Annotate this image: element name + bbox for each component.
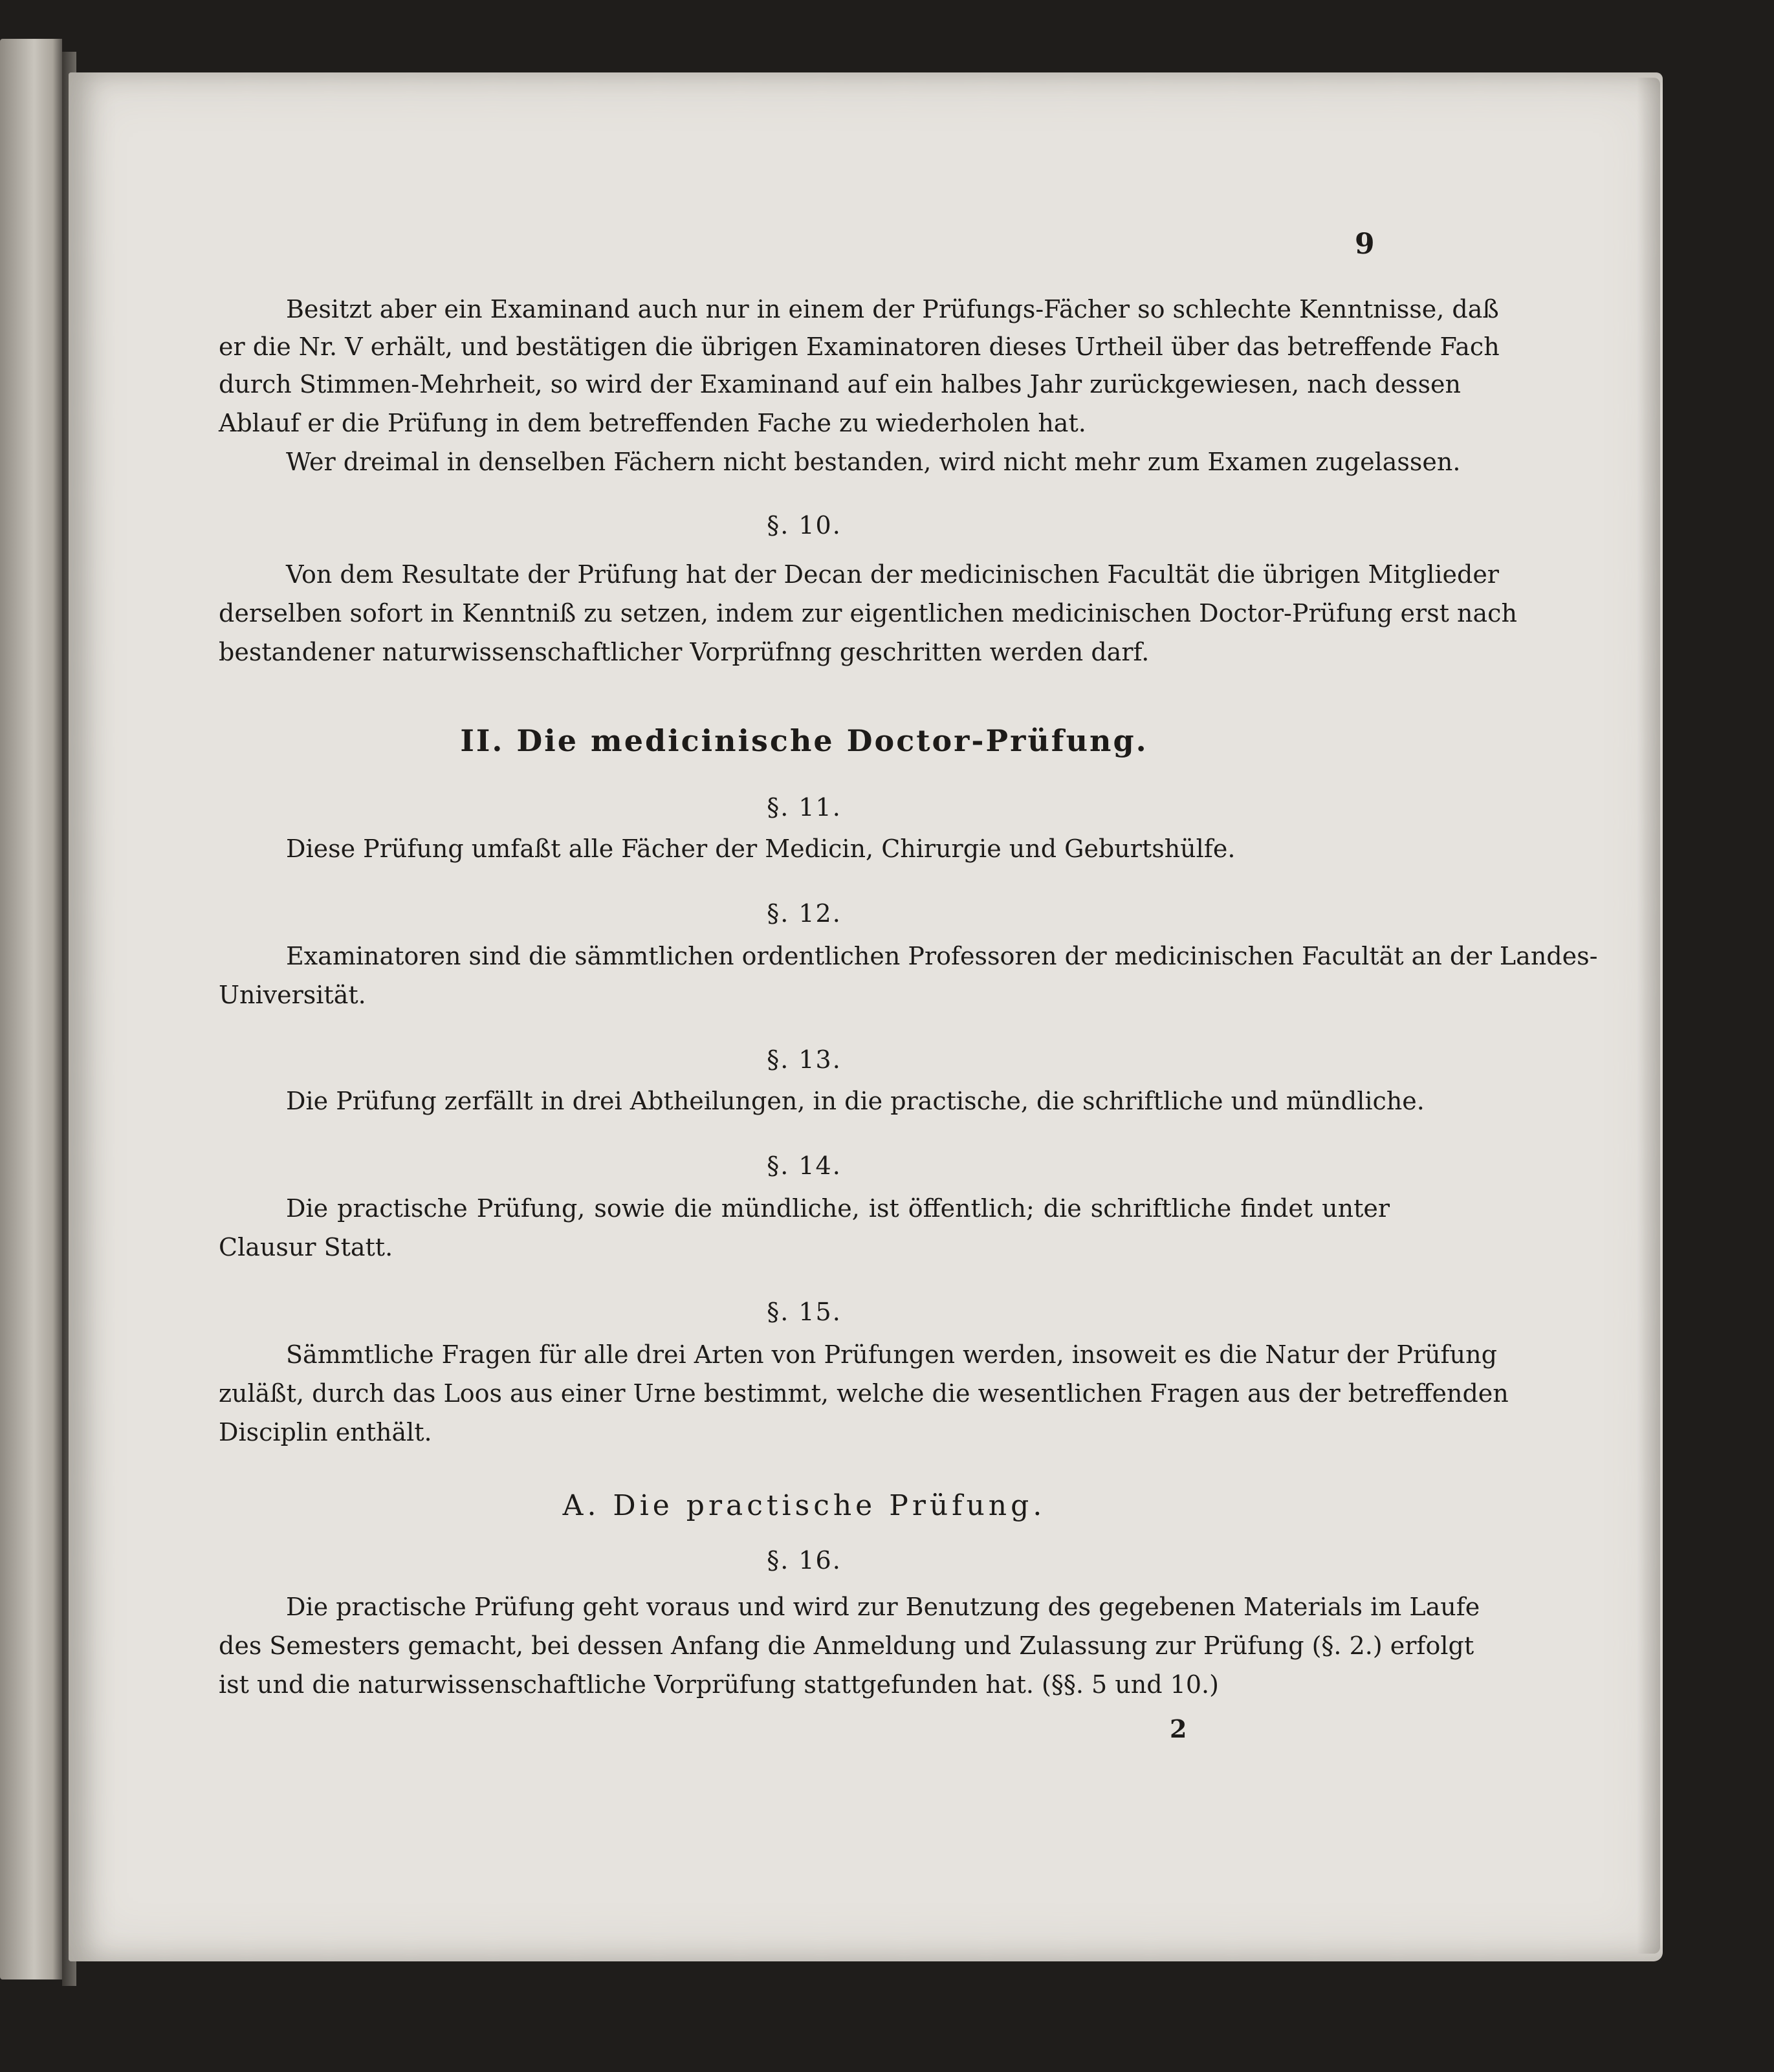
section-mark-11: §. 11. xyxy=(767,793,842,822)
text-line: Diese Prüfung umfaßt alle Fächer der Medicin, Chirurgie und Geburtshülfe. xyxy=(286,834,1236,863)
section-mark-12: §. 12. xyxy=(767,899,842,928)
text-line: zuläßt, durch das Loos aus einer Urne bestimmt, welche die wesentlichen Fragen aus der betreffenden xyxy=(219,1379,1509,1408)
text-line: Wer dreimal in denselben Fächern nicht bestanden, wird nicht mehr zum Examen zugelassen. xyxy=(286,448,1461,476)
text-line: er die Nr. V erhält, und bestätigen die übrigen Examinatoren dieses Urtheil über das betreffende Fach xyxy=(219,333,1500,361)
text-line: bestandener naturwissenschaftlicher Vorprüfnng geschritten werden darf. xyxy=(219,638,1150,666)
signature-mark: 2 xyxy=(1170,1714,1187,1743)
text-line: derselben sofort in Kenntniß zu setzen, indem zur eigentlichen medicinischen Doctor-Prüfung erst nach xyxy=(219,599,1517,627)
text-line: Besitzt aber ein Examinand auch nur in einem der Prüfungs-Fächer so schlechte Kenntnisse, daß xyxy=(286,295,1499,323)
previous-page-edge xyxy=(0,39,62,1979)
section-mark-14: §. 14. xyxy=(767,1151,842,1180)
text-line: Die practische Prüfung geht voraus und wird zur Benutzung des gegebenen Materials im Laufe xyxy=(286,1593,1480,1621)
text-line: Die practische Prüfung, sowie die mündliche, ist öffentlich; die schriftliche findet unter xyxy=(286,1194,1390,1223)
text-line: durch Stimmen-Mehrheit, so wird der Examinand auf ein halbes Jahr zurückgewiesen, nach dessen xyxy=(219,370,1462,398)
text-line: Ablauf er die Prüfung in dem betreffenden Fache zu wiederholen hat. xyxy=(219,409,1086,437)
subsection-heading-a: A. Die practische Prüfung. xyxy=(562,1489,1046,1522)
page-right-edge xyxy=(1637,78,1660,1954)
text-line: Von dem Resultate der Prüfung hat der Decan der medicinischen Facultät die übrigen Mitglieder xyxy=(286,560,1499,589)
text-line: Disciplin enthält. xyxy=(219,1418,432,1446)
section-mark-10: §. 10. xyxy=(767,511,842,540)
section-mark-16: §. 16. xyxy=(767,1546,842,1575)
text-line: Universität. xyxy=(219,981,366,1009)
text-line: ist und die naturwissenschaftliche Vorprüfung stattgefunden hat. (§§. 5 und 10.) xyxy=(219,1670,1219,1699)
section-mark-13: §. 13. xyxy=(767,1045,842,1074)
text-line: des Semesters gemacht, bei dessen Anfang die Anmeldung und Zulassung zur Prüfung (§. 2.) erfolgt xyxy=(219,1631,1474,1660)
text-line: Die Prüfung zerfällt in drei Abtheilungen, in die practische, die schriftliche und mündliche. xyxy=(286,1087,1425,1115)
section-mark-15: §. 15. xyxy=(767,1298,842,1326)
text-line: Sämmtliche Fragen für alle drei Arten von Prüfungen werden, insoweit es die Natur der Prüfung xyxy=(286,1340,1497,1369)
text-line: Clausur Statt. xyxy=(219,1233,393,1261)
text-line: Examinatoren sind die sämmtlichen ordentlichen Professoren der medicinischen Facultät an der Landes- xyxy=(286,942,1598,970)
part-heading-ii: II. Die medicinische Doctor-Prüfung. xyxy=(460,723,1148,758)
page-number: 9 xyxy=(1355,228,1375,261)
